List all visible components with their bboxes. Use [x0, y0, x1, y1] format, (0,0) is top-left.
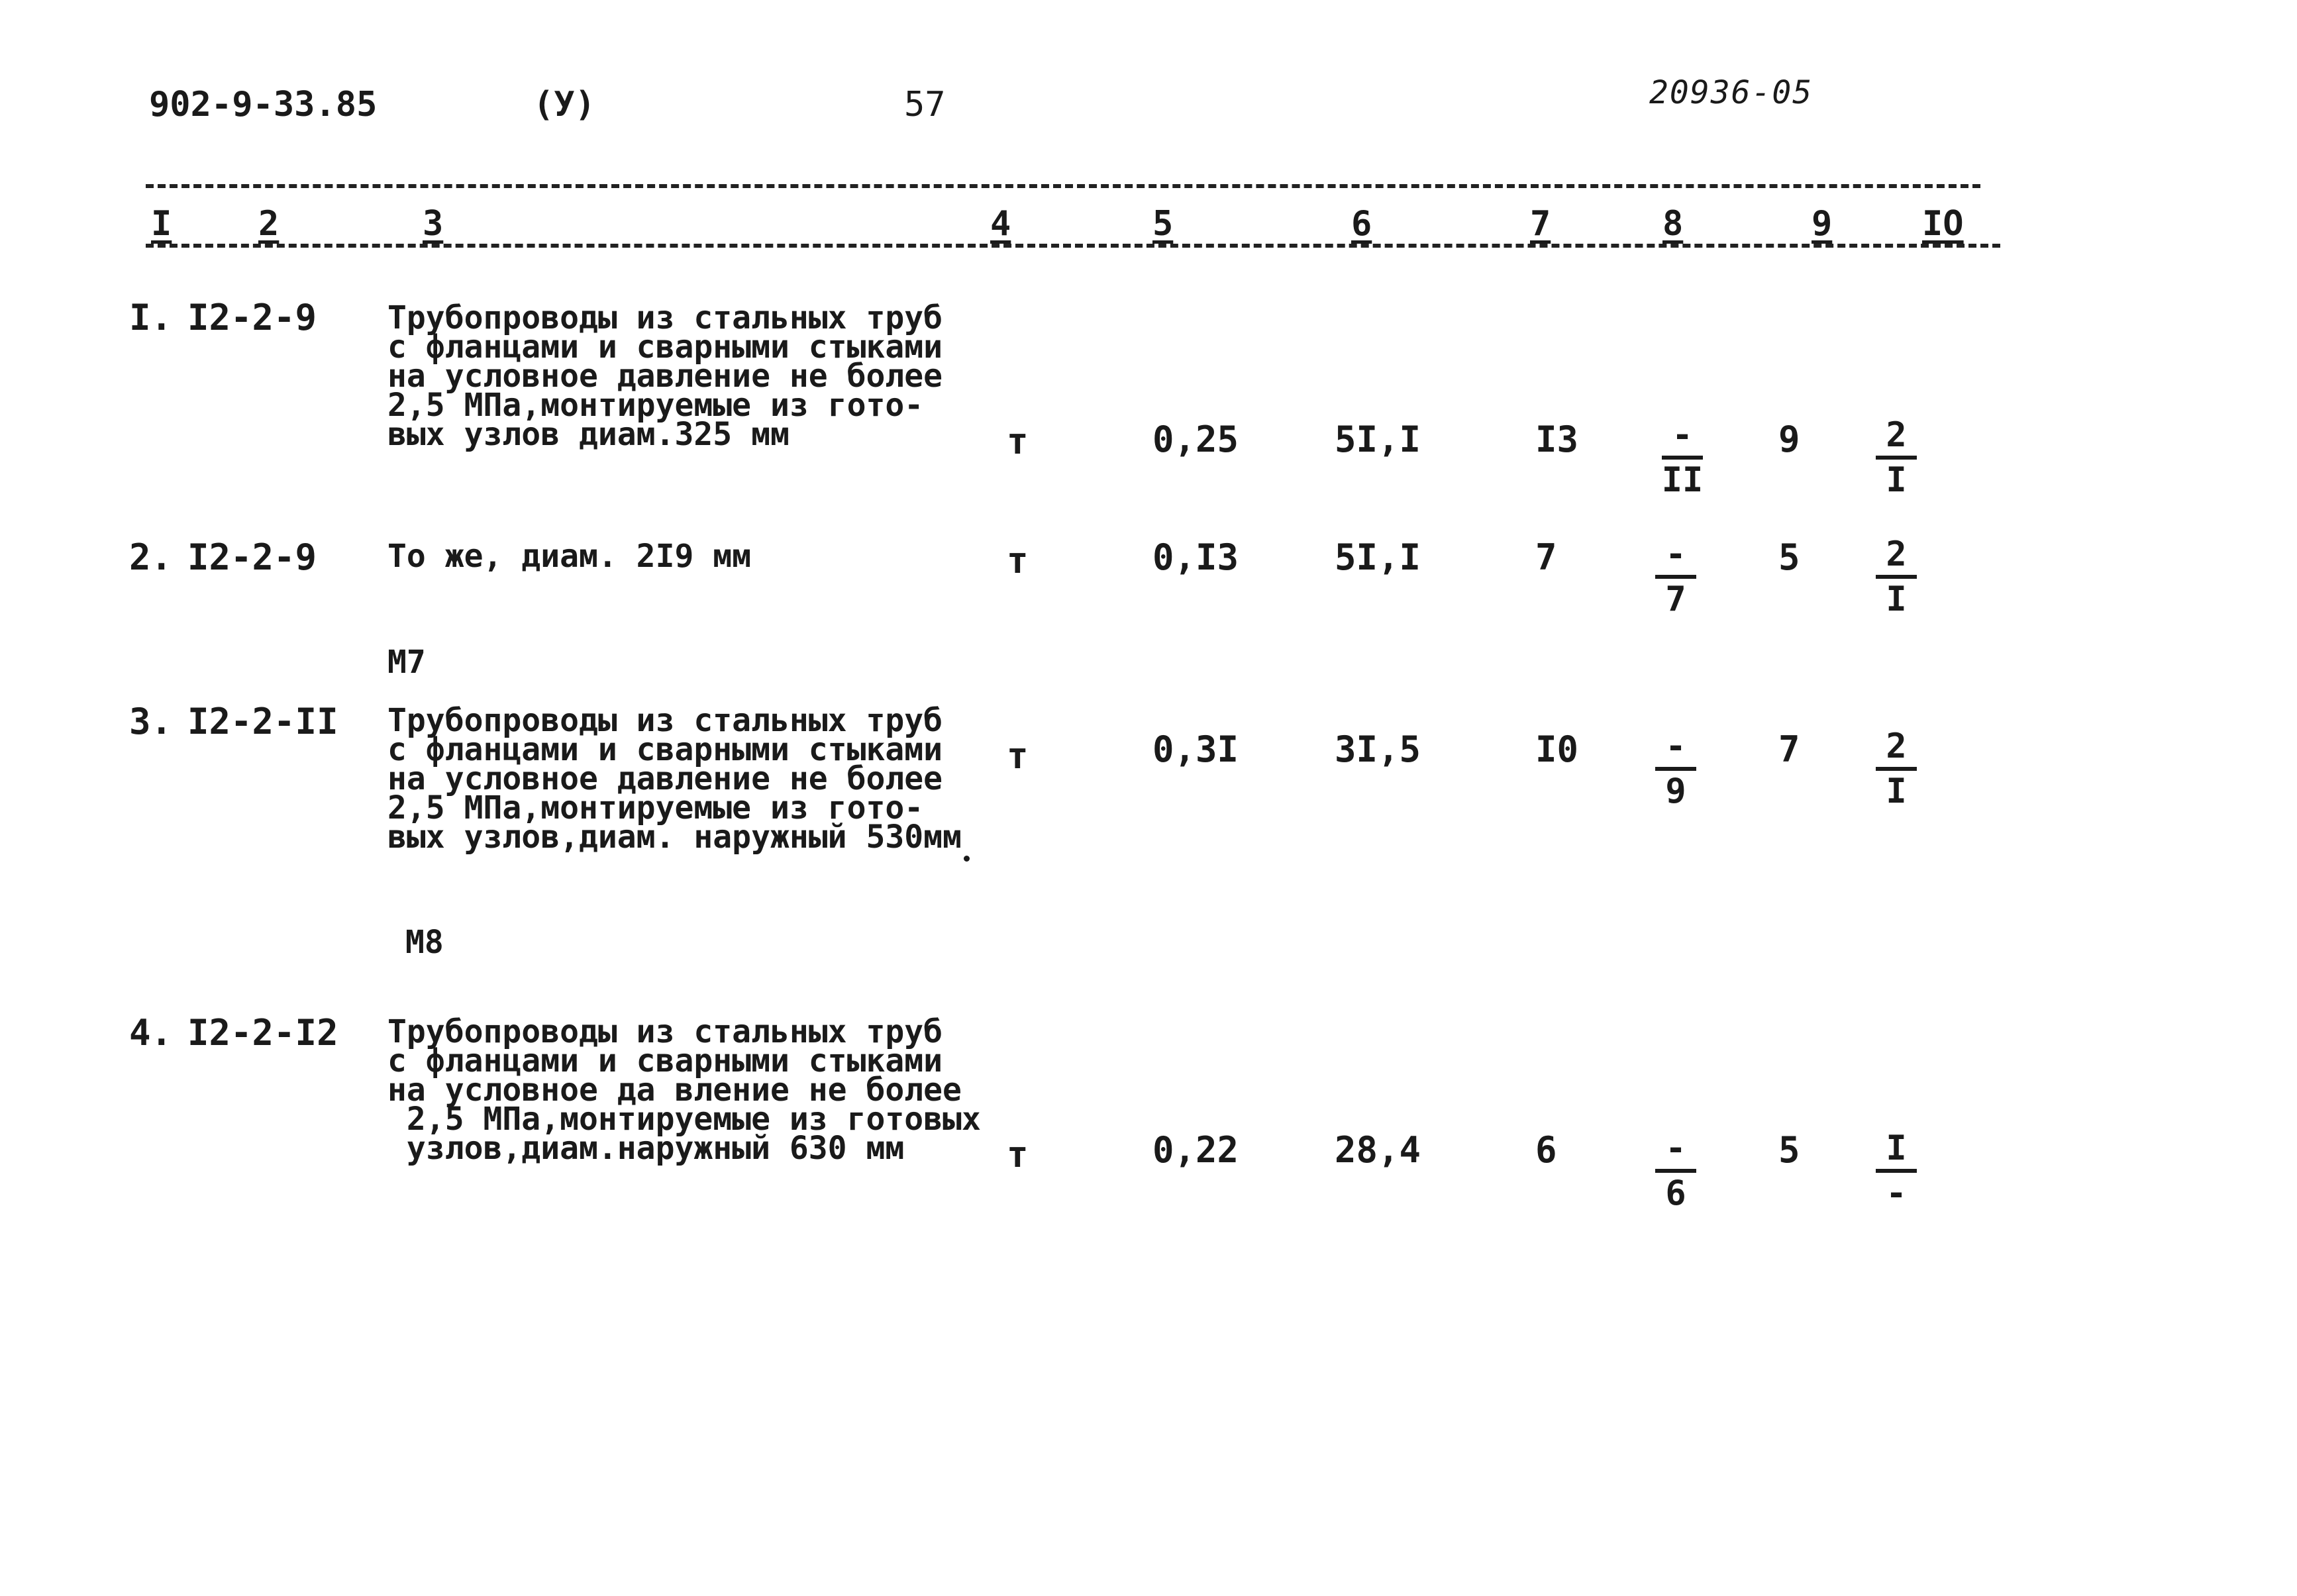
- doc-mark: (У): [533, 85, 595, 125]
- col-header-5: 5: [1152, 204, 1174, 244]
- archive-stamp: 20936-05: [1649, 74, 1813, 111]
- col6-value: 5I,I: [1335, 419, 1421, 460]
- col-header-9: 9: [1812, 204, 1833, 244]
- page-number: 57: [904, 85, 946, 125]
- unit: т: [1007, 540, 1029, 581]
- unit: т: [1007, 421, 1029, 462]
- fraction-bar: [1662, 456, 1703, 460]
- col6-value: 28,4: [1335, 1129, 1421, 1171]
- work-description: Трубопроводы из стальных труб с фланцами и сварными стыками на условное давление не более 2,5 МПа,монтируемые из гото- вых узлов,диам. наружный 530мм: [387, 702, 962, 856]
- col8-fraction: [1653, 535, 1699, 619]
- quantity: 0,25: [1152, 419, 1239, 460]
- fraction-denominator: II: [1661, 460, 1704, 500]
- col6-value: 5I,I: [1335, 536, 1421, 578]
- col9-value: 5: [1778, 1129, 1800, 1171]
- col10-fraction: [1873, 535, 1919, 619]
- work-description: Трубопроводы из стальных труб с фланцами и сварными стыками на условное да вление не более 2,5 МПа,монтируемые из готовых узлов,диам.наружный 630 мм: [387, 1013, 981, 1167]
- col-header-8: 8: [1662, 204, 1684, 244]
- quantity: 0,3I: [1152, 728, 1239, 770]
- unit: т: [1007, 1134, 1029, 1175]
- fraction-denominator: I: [1886, 579, 1907, 619]
- row-number: 2.: [129, 536, 173, 578]
- fraction-numerator: 2: [1886, 726, 1907, 766]
- col-header-10: IO: [1922, 204, 1964, 244]
- quantity: 0,I3: [1152, 536, 1239, 578]
- col-header-6: 6: [1351, 204, 1372, 244]
- col8-fraction: [1653, 727, 1699, 811]
- row-number: I.: [129, 297, 173, 338]
- fraction-bar: [1876, 767, 1917, 771]
- fraction-numerator: 2: [1886, 534, 1907, 574]
- col8-fraction: [1653, 1129, 1699, 1213]
- fraction-numerator: 2: [1886, 415, 1907, 455]
- col7-value: 6: [1535, 1129, 1557, 1171]
- fraction-denominator: I: [1886, 460, 1907, 500]
- ink-speck: [964, 856, 970, 862]
- fraction-bar: [1876, 1169, 1917, 1173]
- fraction-bar: [1655, 767, 1696, 771]
- rate-code: I2-2-II: [187, 701, 338, 742]
- rate-code: I2-2-I2: [187, 1012, 338, 1054]
- fraction-numerator: I: [1886, 1128, 1907, 1168]
- fraction-denominator: 9: [1665, 772, 1686, 811]
- rate-code: I2-2-9: [187, 297, 317, 338]
- col7-value: 7: [1535, 536, 1557, 578]
- fraction-numerator: -: [1665, 726, 1686, 766]
- col6-value: 3I,5: [1335, 728, 1421, 770]
- quantity: 0,22: [1152, 1129, 1239, 1171]
- col10-fraction: [1873, 727, 1919, 811]
- col7-value: I3: [1535, 419, 1579, 460]
- col10-fraction: [1873, 1129, 1919, 1213]
- col-header-4: 4: [990, 204, 1011, 244]
- col8-fraction: [1659, 416, 1706, 499]
- col7-value: I0: [1535, 728, 1579, 770]
- fraction-bar: [1876, 456, 1917, 460]
- fraction-bar: [1655, 575, 1696, 579]
- header-rule-top: [146, 184, 1980, 188]
- fraction-numerator: -: [1672, 415, 1693, 455]
- col-header-3: 3: [423, 204, 444, 244]
- col-header-2: 2: [258, 204, 280, 244]
- rate-code: I2-2-9: [187, 536, 317, 578]
- fraction-denominator: -: [1886, 1173, 1907, 1213]
- fraction-denominator: 6: [1665, 1173, 1686, 1213]
- fraction-numerator: -: [1665, 1128, 1686, 1168]
- doc-code: 902-9-33.85: [149, 85, 378, 125]
- work-description: Трубопроводы из стальных труб с фланцами и сварными стыками на условное давление не более 2,5 МПа,монтируемые из гото- вых узлов диам.325 мм: [387, 299, 943, 453]
- fraction-numerator: -: [1665, 534, 1686, 574]
- header-rule-bottom: [146, 244, 2000, 248]
- col-header-1: I: [151, 204, 172, 244]
- fraction-denominator: I: [1886, 772, 1907, 811]
- col9-value: 5: [1778, 536, 1800, 578]
- col9-value: 9: [1778, 419, 1800, 460]
- fraction-denominator: 7: [1665, 579, 1686, 619]
- col-header-7: 7: [1530, 204, 1551, 244]
- row-number: 4.: [129, 1012, 173, 1054]
- col9-value: 7: [1778, 728, 1800, 770]
- fraction-bar: [1655, 1169, 1696, 1173]
- row-number: 3.: [129, 701, 173, 742]
- section-label: М7: [387, 644, 426, 681]
- fraction-bar: [1876, 575, 1917, 579]
- unit: т: [1007, 735, 1029, 777]
- col10-fraction: [1873, 416, 1919, 499]
- work-description: То же, диам. 2I9 мм: [387, 538, 752, 575]
- section-label: М8: [405, 924, 444, 961]
